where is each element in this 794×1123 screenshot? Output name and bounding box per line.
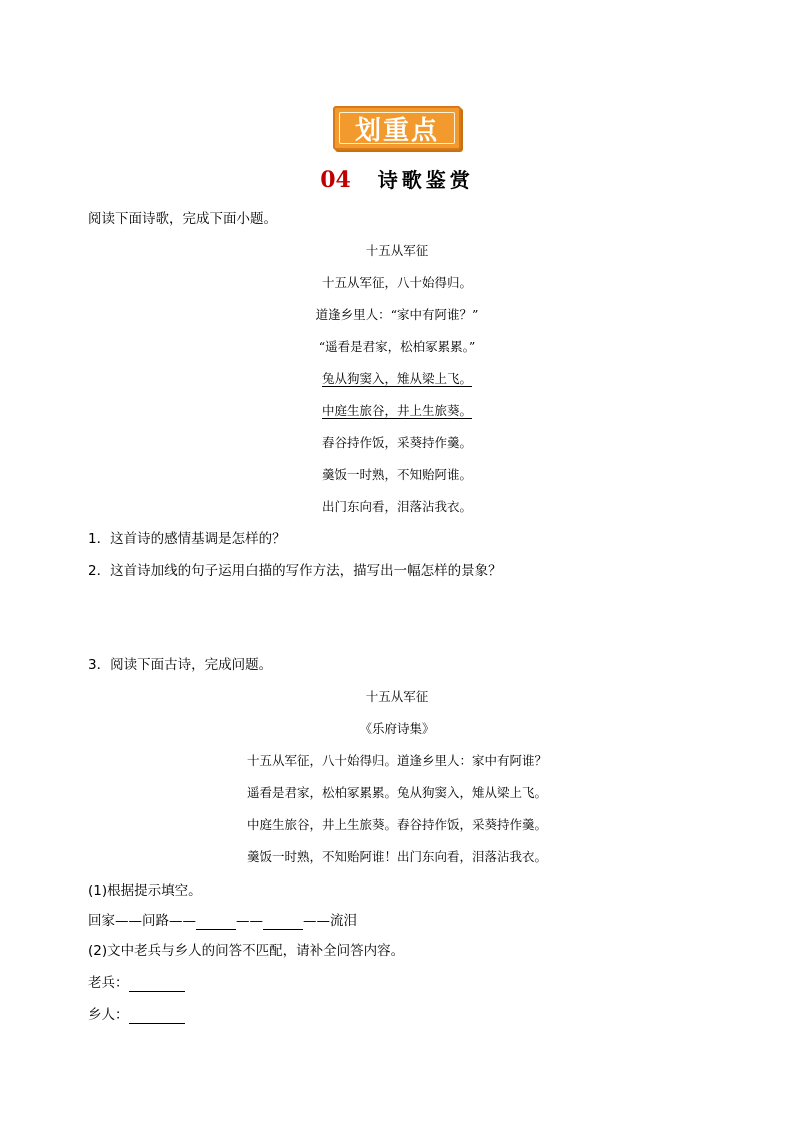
poem1-line: 道逢乡里人：“家中有阿谁？” bbox=[315, 307, 479, 322]
villager-label: 乡人： bbox=[88, 1007, 129, 1023]
soldier-label: 老兵： bbox=[88, 975, 129, 991]
poem2-source: 《乐府诗集》 bbox=[359, 721, 435, 736]
fill-prefix: 回家——问路—— bbox=[88, 913, 196, 929]
subquestion-2: (2)文中老兵与乡人的问答不匹配，请补全问答内容。 bbox=[88, 943, 405, 959]
poem1-line-underlined bbox=[0, 370, 794, 388]
underlined-text: 兔从狗窦入，雉从梁上飞。 bbox=[321, 371, 472, 386]
poem1-line: “遥看是君家，松柏冢累累。” bbox=[318, 339, 476, 354]
poem1-line: 舂谷持作饭，采葵持作羹。 bbox=[321, 435, 472, 450]
underlined-text: 中庭生旅谷，井上生旅葵。 bbox=[321, 403, 472, 418]
poem2-title: 十五从军征 bbox=[365, 689, 429, 704]
fill-dash: —— bbox=[236, 913, 263, 929]
poem1-title: 十五从军征 bbox=[365, 243, 429, 258]
question-2: 2．这首诗加线的句子运用白描的写作方法，描写出一幅怎样的景象？ bbox=[88, 563, 502, 579]
soldier-answer-row bbox=[88, 974, 185, 992]
section-title: 诗歌鉴赏 bbox=[377, 168, 474, 192]
section-number: 04 bbox=[320, 167, 351, 193]
poem1-line-underlined bbox=[0, 402, 794, 420]
poem2-line: 十五从军征，八十始得归。道逢乡里人：家中有阿谁？ bbox=[246, 753, 547, 768]
villager-blank[interactable] bbox=[129, 1009, 185, 1024]
fill-in-row bbox=[88, 912, 357, 930]
poem1-line: 出门东向看，泪落沾我衣。 bbox=[321, 499, 472, 514]
poem2-line: 羹饭一时熟，不知贻阿谁！出门东向看，泪落沾我衣。 bbox=[246, 849, 547, 864]
poem1-line: 羹饭一时熟，不知贻阿谁。 bbox=[321, 467, 472, 482]
intro-text: 阅读下面诗歌，完成下面小题。 bbox=[88, 211, 277, 227]
badge-label: 划重点 bbox=[354, 115, 439, 146]
poem2-line: 中庭生旅谷，井上生旅葵。舂谷持作饭，采葵持作羹。 bbox=[246, 817, 547, 832]
section-heading bbox=[0, 164, 794, 193]
question-3: 3．阅读下面古诗，完成问题。 bbox=[88, 657, 273, 673]
highlight-badge bbox=[333, 106, 461, 150]
soldier-blank[interactable] bbox=[129, 977, 185, 992]
blank-field[interactable] bbox=[263, 915, 303, 930]
question-1: 1．这首诗的感情基调是怎样的？ bbox=[88, 531, 286, 547]
poem2-line: 遥看是君家，松柏冢累累。兔从狗窦入，雉从梁上飞。 bbox=[246, 785, 547, 800]
subquestion-1: (1)根据提示填空。 bbox=[88, 883, 202, 899]
villager-answer-row bbox=[88, 1006, 185, 1024]
fill-suffix: ——流泪 bbox=[303, 913, 357, 929]
blank-field[interactable] bbox=[196, 915, 236, 930]
poem1-line: 十五从军征，八十始得归。 bbox=[321, 275, 472, 290]
